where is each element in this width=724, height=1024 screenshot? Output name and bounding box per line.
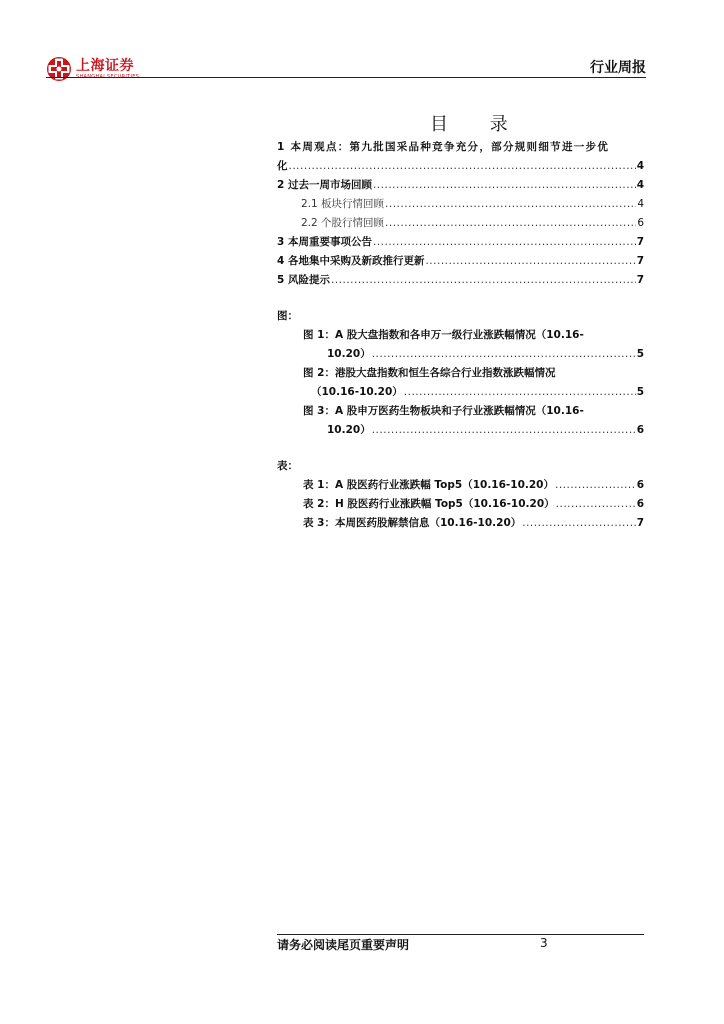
figure-2[interactable] [277, 384, 644, 403]
table-label: 表 2：H 股医药行业涨跌幅 Top5（10.16-10.20） [303, 498, 555, 510]
toc-item-label: 4 各地集中采购及新政推行更新 [277, 255, 425, 267]
tables-heading: 表： [277, 460, 298, 472]
leader-dots [522, 517, 635, 529]
toc-item-2-2[interactable] [277, 215, 644, 234]
logo-en-text: SHANGHAI SECURITIES [76, 73, 140, 80]
figure-3-line1[interactable]: 图 3：A 股申万医药生物板块和子行业涨跌幅情况（10.16- [303, 405, 584, 417]
leader-dots [404, 386, 636, 398]
toc-page-number: 7 [636, 255, 644, 267]
leader-dots [289, 160, 636, 172]
toc-title: 目 录 [430, 114, 526, 135]
toc-item-label: 5 风险提示 [277, 274, 330, 286]
figure-label: （10.16-10.20） [311, 386, 403, 398]
toc-item-label: 3 本周重要事项公告 [277, 236, 372, 248]
toc-item-1-line1[interactable]: 1 本周观点：第九批国采品种竞争充分，部分规则细节进一步优 [277, 141, 610, 153]
leader-dots [331, 274, 636, 286]
toc-item-label: 2.2 个股行情回顾 [301, 217, 385, 229]
leader-dots [385, 217, 636, 229]
figure-1[interactable] [277, 346, 644, 365]
table-label: 表 1：A 股医药行业涨跌幅 Top5（10.16-10.20） [303, 479, 554, 491]
leader-dots [373, 236, 636, 248]
table-2[interactable] [277, 496, 644, 515]
logo-cn-text: 上海证券 [76, 57, 134, 74]
figure-label: 10.20） [327, 348, 371, 360]
toc-item-label: 2.1 板块行情回顾 [301, 198, 385, 210]
table-3[interactable] [277, 515, 644, 534]
table-label: 表 3：本周医药股解禁信息（10.16-10.20） [303, 517, 522, 529]
toc-page-number: 7 [636, 274, 644, 286]
leader-dots [372, 424, 636, 436]
leader-dots [425, 255, 635, 267]
toc-item-5[interactable] [277, 272, 644, 291]
table-page-number: 6 [636, 479, 644, 491]
toc-page-number: 4 [636, 160, 644, 172]
company-logo [46, 56, 139, 82]
leader-dots [373, 179, 636, 191]
table-page-number: 6 [636, 498, 644, 510]
report-type: 行业周报 [590, 60, 646, 76]
toc-item-1[interactable] [277, 158, 644, 177]
toc-item-label: 2 过去一周市场回顾 [277, 179, 372, 191]
figure-1-line1[interactable]: 图 1：A 股大盘指数和各申万一级行业涨跌幅情况（10.16- [303, 329, 584, 341]
toc-page-number: 7 [636, 236, 644, 248]
toc-item-label: 化 [277, 160, 288, 172]
footer-disclaimer: 请务必阅读尾页重要声明 [277, 938, 410, 952]
toc-page-number: 4 [637, 198, 644, 210]
figure-3[interactable] [277, 422, 644, 441]
toc-page-number: 4 [636, 179, 644, 191]
table-page-number: 7 [636, 517, 644, 529]
table-of-contents [277, 139, 644, 534]
leader-dots [556, 498, 636, 510]
figure-page-number: 5 [636, 386, 644, 398]
toc-item-2-1[interactable] [277, 196, 644, 215]
figure-2-line1[interactable]: 图 2：港股大盘指数和恒生各综合行业指数涨跌幅情况 [303, 367, 556, 379]
figure-label: 10.20） [327, 424, 371, 436]
figures-heading: 图： [277, 310, 298, 322]
leader-dots [555, 479, 636, 491]
footer-rule [277, 934, 644, 935]
figure-page-number: 5 [636, 348, 644, 360]
page-number: 3 [540, 936, 548, 950]
table-1[interactable] [277, 477, 644, 496]
toc-item-2[interactable] [277, 177, 644, 196]
toc-item-4[interactable] [277, 253, 644, 272]
leader-dots [372, 348, 636, 360]
shanghai-securities-logo-icon [46, 56, 72, 82]
figure-page-number: 6 [636, 424, 644, 436]
toc-item-3[interactable] [277, 234, 644, 253]
leader-dots [385, 198, 636, 210]
toc-page-number: 6 [637, 217, 644, 229]
